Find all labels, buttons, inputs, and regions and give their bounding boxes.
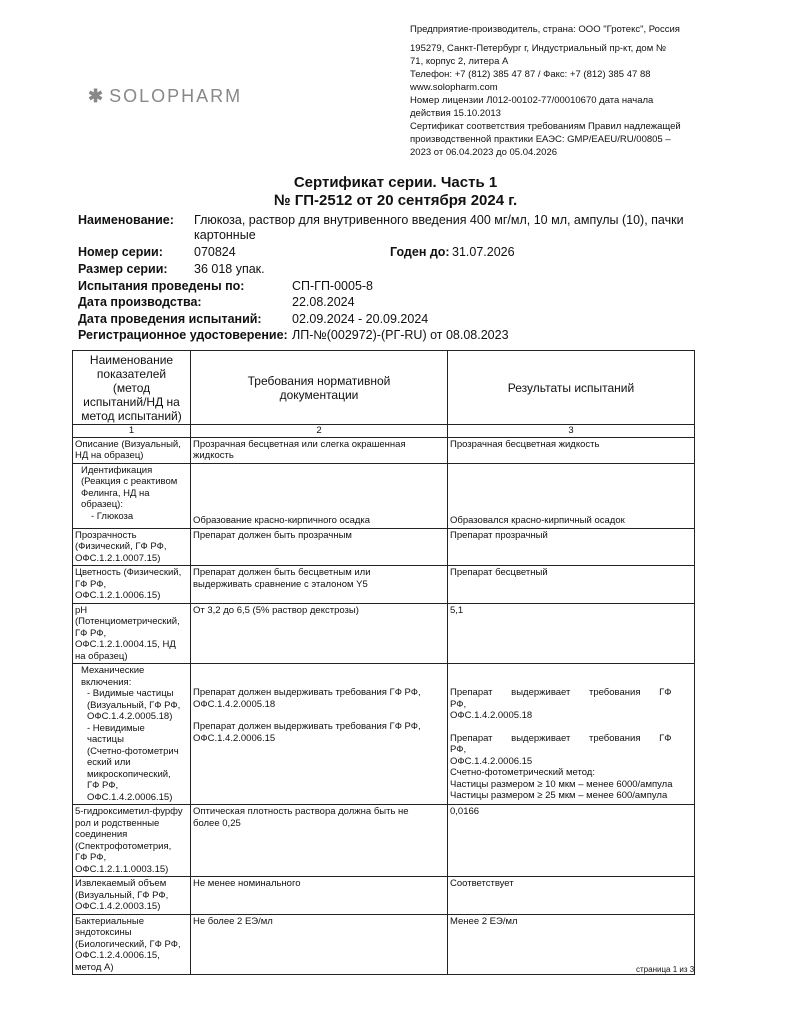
cell-text: (Визуальный, ГФ РФ,	[75, 889, 169, 901]
test-date-label: Дата проведения испытаний:	[78, 312, 262, 326]
manufacturer-line: 2023 от 06.04.2023 до 05.04.2026	[410, 147, 558, 158]
cell-text: еский или	[87, 757, 131, 768]
name-value: Глюкоза, раствор для внутривенного введения 400 мг/мл, 10 мл, ампулы (10), пачки	[194, 213, 684, 227]
cell-text: Препарат выдерживает требования ГФ РФ,	[450, 732, 672, 755]
cell-text: Прозрачность	[75, 529, 137, 541]
size-value: 36 018 упак.	[194, 262, 265, 276]
cell-text: ОФС.1.4.2.0003.15)	[75, 901, 161, 912]
result-cell: 5,1	[448, 603, 695, 664]
header-text: Наименование	[89, 352, 174, 367]
header-text: (метод	[112, 380, 151, 395]
batch-label: Номер серии:	[78, 245, 163, 259]
indicator-cell	[73, 805, 191, 877]
registration-value: ЛП-№(002972)-(РГ-RU) от 08.08.2023	[292, 328, 509, 342]
result-cell	[448, 664, 695, 805]
cell-text: образец):	[81, 499, 123, 510]
cell-text: НД на образец)	[75, 450, 144, 461]
expiry-value: 31.07.2026	[452, 245, 515, 259]
tested-value: СП-ГП-0005-8	[292, 279, 374, 293]
manufacturer-line: 71, корпус 2, литера А	[410, 56, 509, 67]
cell-text: (Спектрофотометрия,	[75, 840, 172, 852]
production-date-label: Дата производства:	[78, 295, 202, 309]
indicator-cell	[73, 914, 191, 975]
indicator-cell	[73, 463, 191, 528]
cell-text: (Потенциометрический,	[75, 616, 180, 627]
manufacturer-line: Телефон: +7 (812) 385 47 87 / Факс: +7 (812) 385 47 88	[410, 69, 651, 80]
cell-text: включения:	[81, 676, 132, 688]
cell-text: ОФС.1.4.2.0006.15	[450, 755, 533, 767]
manufacturer-info	[410, 23, 700, 159]
header-text: Требования нормативной	[247, 373, 391, 388]
cell-text: (Визуальный, ГФ РФ,	[87, 699, 181, 711]
result-cell: Соответствует	[448, 877, 695, 915]
result-cell: 0,0166	[448, 805, 695, 877]
table-row	[73, 463, 695, 528]
requirement-cell: Прозрачная бесцветная или слегка окрашенная жидкость	[191, 437, 448, 463]
cell-text: ОФС.1.2.1.0007.15)	[75, 552, 161, 564]
cell-text: ОФС.1.4.2.0005.18	[450, 710, 533, 721]
result-cell: Препарат прозрачный	[448, 528, 695, 566]
cell-text: эндотоксины	[75, 927, 132, 938]
indicator-cell	[73, 603, 191, 664]
cell-text: Препарат должен выдерживать требования ГФ РФ,	[193, 721, 421, 732]
logo-mark-icon: ✱	[88, 86, 106, 106]
cell-text: - Видимые частицы	[87, 688, 174, 699]
column-number: 1	[73, 425, 191, 438]
column-header: Результаты испытаний	[448, 351, 695, 425]
column-header	[73, 351, 191, 425]
cell-text: соединения	[75, 829, 128, 840]
requirement-cell: Не менее номинального	[191, 877, 448, 915]
cell-text: Описание (Визуальный,	[75, 438, 181, 450]
company-logo	[88, 86, 242, 107]
manufacturer-line: www.solopharm.com	[410, 82, 498, 93]
cell-text: Счетно-фотометрический метод:	[450, 767, 595, 778]
table-row	[73, 528, 695, 566]
name-value-cont: картонные	[194, 228, 256, 242]
production-date-value: 22.08.2024	[292, 295, 355, 309]
cell-text: ГФ РФ,	[75, 627, 107, 639]
cell-text: - Глюкоза	[91, 510, 134, 522]
cell-text: Цветность (Физический,	[75, 567, 182, 578]
cell-text: выдерживать сравнение с эталоном Y5	[193, 578, 368, 590]
requirement-cell	[191, 664, 448, 805]
cell-text: микроскопический,	[87, 768, 171, 780]
batch-value: 070824	[194, 245, 236, 259]
requirement-cell: Препарат должен быть прозрачным	[191, 528, 448, 566]
cell-text: на образец)	[75, 650, 128, 662]
test-date-value: 02.09.2024 - 20.09.2024	[292, 312, 429, 326]
cell-text: pH	[75, 604, 88, 616]
requirement-cell: От 3,2 до 6,5 (5% раствор декстрозы)	[191, 603, 448, 664]
column-number: 3	[448, 425, 695, 438]
table-row	[73, 603, 695, 664]
cell-text: - Невидимые	[87, 722, 145, 734]
cell-text: ОФС.1.4.2.0005.18)	[87, 711, 173, 722]
indicator-cell	[73, 437, 191, 463]
cell-text: Бактериальные	[75, 915, 145, 927]
cell-text: ОФС.1.4.2.0006.15)	[87, 791, 173, 803]
cell-text: Препарат должен быть бесцветным или	[193, 567, 371, 578]
cell-text: рол и родственные	[75, 817, 160, 829]
result-cell: Прозрачная бесцветная жидкость	[448, 437, 695, 463]
indicator-cell	[73, 566, 191, 604]
cell-text: ОФС.1.4.2.0006.15	[193, 732, 276, 744]
cell-text: (Биологический, ГФ РФ,	[75, 938, 181, 950]
indicator-cell	[73, 877, 191, 915]
registration-label: Регистрационное удостоверение:	[78, 328, 288, 342]
cell-text: Механические	[81, 665, 145, 676]
table-row	[73, 877, 695, 915]
cell-text: ГФ РФ,	[75, 578, 107, 590]
indicator-cell	[73, 664, 191, 805]
requirement-cell: Не более 2 ЕЭ/мл	[191, 914, 448, 975]
cell-text: 5-гидроксиметил-фурфу	[75, 806, 183, 817]
table-row	[73, 914, 695, 975]
result-cell: Образовался красно-кирпичный осадок	[448, 463, 695, 528]
cell-text: частицы	[87, 734, 124, 745]
header-text: показателей	[96, 366, 167, 381]
header-text: метод испытаний)	[81, 408, 182, 423]
cell-text: (Реакция с реактивом	[81, 476, 178, 487]
manufacturer-line: производственной практики ЕАЭС: GMP/EAEU/RU/00805 –	[410, 134, 671, 145]
tested-label: Испытания проведены по:	[78, 279, 245, 293]
indicator-cell	[73, 528, 191, 566]
cell-text: (Физический, ГФ РФ,	[75, 541, 167, 552]
cell-text: ОФС.1.2.1.0004.15, НД	[75, 639, 176, 650]
requirement-cell: Образование красно-кирпичного осадка	[191, 463, 448, 528]
column-header	[191, 351, 448, 425]
table-row	[73, 805, 695, 877]
name-label: Наименование:	[78, 213, 174, 227]
table-row	[73, 566, 695, 604]
document-title: Сертификат серии. Часть 1	[293, 174, 498, 191]
manufacturer-line: 195279, Санкт-Петербург г, Индустриальный пр-кт, дом №	[410, 43, 667, 54]
cell-text: ОФС.1.4.2.0005.18	[193, 698, 276, 710]
cell-text: Фелинга, НД на	[81, 487, 150, 499]
cell-text: Препарат выдерживает требования ГФ РФ,	[450, 687, 672, 710]
cell-text: Частицы размером ≥ 25 мкм – менее 600/ампула	[450, 790, 668, 801]
cell-text: Препарат должен выдерживать требования ГФ РФ,	[193, 687, 421, 698]
manufacturer-line: Номер лицензии Л012-00102-77/00010670 дата начала	[410, 95, 654, 106]
manufacturer-line: Сертификат соответствия требованиям Правил надлежащей	[410, 121, 681, 132]
cell-text: метод А)	[75, 961, 114, 973]
cell-text: более 0,25	[193, 817, 241, 829]
result-cell: Препарат бесцветный	[448, 566, 695, 604]
cell-text: Извлекаемый объем	[75, 878, 167, 889]
cell-text: ОФС.1.2.1.1.0003.15)	[75, 863, 169, 875]
column-number-row	[73, 425, 695, 438]
expiry-label: Годен до:	[390, 245, 450, 259]
header-text: испытаний/НД на	[83, 394, 180, 409]
document-number: № ГП-2512 от 20 сентября 2024 г.	[273, 192, 518, 209]
table-header-row	[73, 351, 695, 425]
cell-text: (Счетно-фотометрич	[87, 745, 179, 757]
cell-text: Оптическая плотность раствора должна быть не	[193, 806, 409, 817]
requirement-cell	[191, 805, 448, 877]
header-text: документации	[279, 387, 359, 402]
cell-text: Идентификация	[81, 464, 153, 476]
cell-text: ГФ РФ,	[75, 852, 107, 863]
cell-text: Частицы размером ≥ 10 мкм – менее 6000/ампула	[450, 778, 673, 790]
requirement-cell	[191, 566, 448, 604]
cell-text: ОФС.1.2.4.0006.15,	[75, 950, 160, 961]
cell-text: ОФС.1.2.1.0006.15)	[75, 590, 161, 601]
table-row	[73, 437, 695, 463]
manufacturer-line: Предприятие-производитель, страна: ООО "Гротекс", Россия	[410, 24, 680, 35]
page-number: страница 1 из 3	[636, 965, 695, 974]
cell-text: ГФ РФ,	[87, 780, 119, 791]
logo-text: SOLOPHARM	[109, 86, 243, 106]
manufacturer-line: действия 15.10.2013	[410, 108, 501, 119]
results-table	[72, 350, 695, 975]
result-cell: Менее 2 ЕЭ/мл	[448, 914, 695, 975]
column-number: 2	[191, 425, 448, 438]
table-row	[73, 664, 695, 805]
size-label: Размер серии:	[78, 262, 168, 276]
